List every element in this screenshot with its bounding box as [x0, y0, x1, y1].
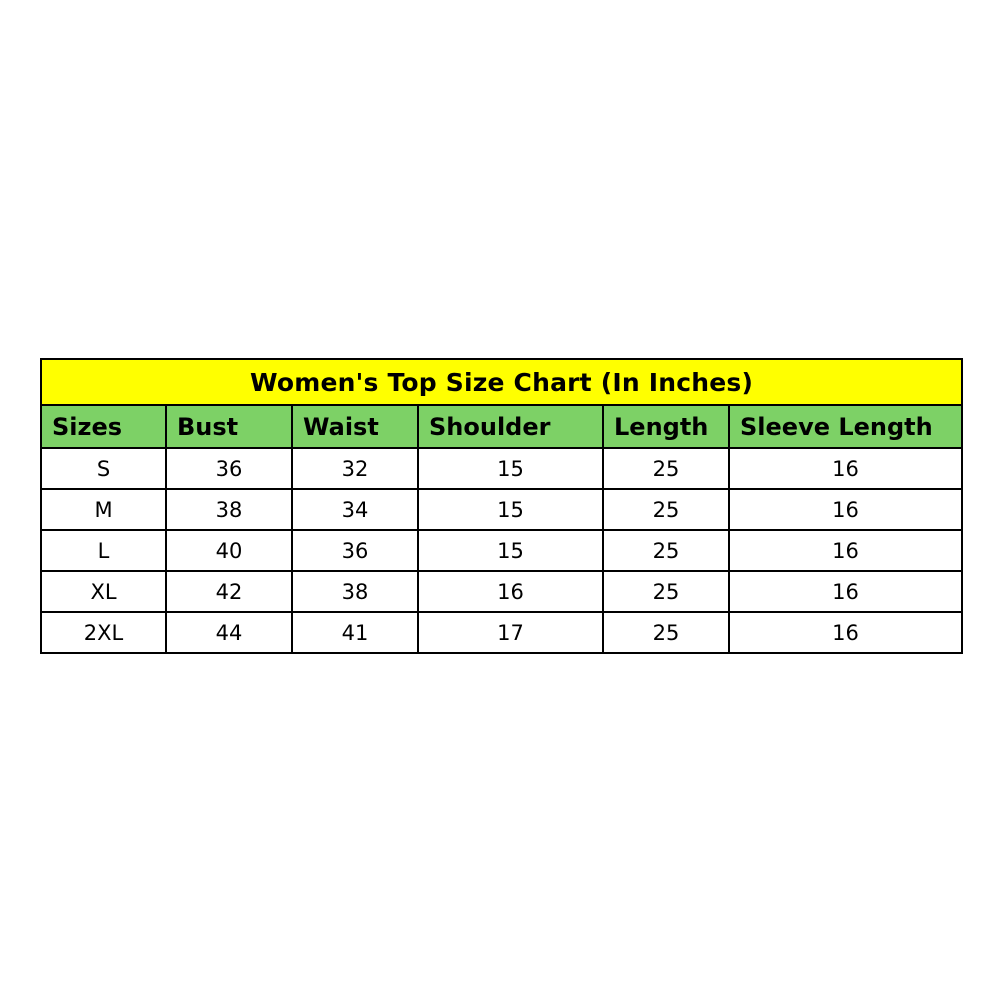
table-row: [41, 448, 962, 489]
column-header-length: Length: [603, 405, 729, 448]
cell-size: S: [41, 448, 166, 489]
cell-length: 25: [603, 530, 729, 571]
size-chart-container: [40, 358, 961, 654]
cell-size: XL: [41, 571, 166, 612]
cell-waist: 32: [292, 448, 418, 489]
cell-sleeve-length: 16: [729, 571, 962, 612]
cell-size: L: [41, 530, 166, 571]
table-header-row: [41, 405, 962, 448]
cell-waist: 41: [292, 612, 418, 653]
cell-sleeve-length: 16: [729, 530, 962, 571]
cell-bust: 44: [166, 612, 292, 653]
cell-size: 2XL: [41, 612, 166, 653]
cell-sleeve-length: 16: [729, 489, 962, 530]
cell-sleeve-length: 16: [729, 612, 962, 653]
column-header-sizes: Sizes: [41, 405, 166, 448]
cell-length: 25: [603, 448, 729, 489]
cell-length: 25: [603, 612, 729, 653]
table-row: [41, 489, 962, 530]
column-header-shoulder: Shoulder: [418, 405, 603, 448]
cell-waist: 34: [292, 489, 418, 530]
cell-waist: 38: [292, 571, 418, 612]
cell-shoulder: 16: [418, 571, 603, 612]
cell-shoulder: 15: [418, 489, 603, 530]
cell-sleeve-length: 16: [729, 448, 962, 489]
chart-title-row: [41, 359, 962, 405]
cell-shoulder: 15: [418, 530, 603, 571]
table-row: [41, 530, 962, 571]
cell-shoulder: 15: [418, 448, 603, 489]
cell-length: 25: [603, 489, 729, 530]
table-row: [41, 612, 962, 653]
cell-bust: 40: [166, 530, 292, 571]
cell-length: 25: [603, 571, 729, 612]
cell-size: M: [41, 489, 166, 530]
cell-bust: 38: [166, 489, 292, 530]
table-row: [41, 571, 962, 612]
cell-bust: 42: [166, 571, 292, 612]
column-header-waist: Waist: [292, 405, 418, 448]
size-chart-table: [40, 358, 963, 654]
page-title: Women's Top Size Chart (In Inches): [41, 359, 962, 405]
column-header-bust: Bust: [166, 405, 292, 448]
cell-bust: 36: [166, 448, 292, 489]
cell-waist: 36: [292, 530, 418, 571]
cell-shoulder: 17: [418, 612, 603, 653]
column-header-sleeve-length: Sleeve Length: [729, 405, 962, 448]
